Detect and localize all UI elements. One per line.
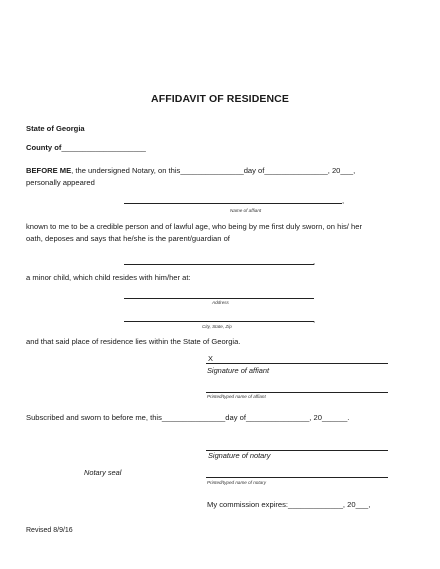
county-label: County of [26, 143, 62, 152]
known-line-2: oath, deposes and says that he/she is the parent/guardian of [26, 234, 230, 243]
notary-seal-label: Notary seal [84, 468, 122, 477]
address-caption: Address [212, 300, 229, 305]
state-line: State of Georgia [26, 124, 85, 133]
subscribed-text: Subscribed and sworn to before me, this_______________day of_______________, 20______. [26, 413, 350, 422]
affiant-signature-line [206, 363, 388, 364]
county-line [26, 143, 146, 152]
notary-signature-caption: Signature of notary [208, 451, 271, 460]
signature-x: X [208, 354, 213, 363]
revised-date: Revised 8/9/16 [26, 527, 73, 534]
city-line [124, 321, 314, 322]
city-comma: , [313, 315, 316, 324]
affiant-name-caption: Name of affiant [230, 208, 262, 213]
personally-appeared: personally appeared [26, 178, 95, 187]
document-title: AFFIDAVIT OF RESIDENCE [151, 93, 289, 105]
before-me-text: , the undersigned Notary, on this_______________day of_______________, 20___, [71, 166, 356, 175]
before-me-line [26, 166, 355, 175]
address-line [124, 298, 314, 299]
affiant-signature-caption: Signature of affiant [207, 366, 270, 375]
commission-text: My commission expires:_____________, 20___, [207, 500, 371, 509]
notary-printed-caption: Printed/typed name of notary [207, 480, 266, 485]
affiant-printed-caption: Printed/typed name of affiant [207, 394, 266, 399]
before-me-label: BEFORE ME [26, 166, 72, 175]
child-comma: , [313, 257, 316, 266]
minor-child-text: a minor child, which child resides with him/her at: [26, 273, 191, 282]
county-blank: ____________________ [61, 143, 146, 152]
affiant-printed-line [206, 392, 388, 393]
affiant-comma: , [342, 196, 345, 205]
residence-text: and that said place of residence lies within the State of Georgia. [26, 337, 241, 346]
notary-printed-line [206, 477, 388, 478]
affiant-name-line [124, 203, 342, 204]
child-name-line [124, 264, 314, 265]
known-line-1: known to me to be a credible person and of lawful age, who being by me first duly sworn, on his/ her [26, 222, 362, 231]
city-caption: City, State, Zip [202, 324, 232, 329]
